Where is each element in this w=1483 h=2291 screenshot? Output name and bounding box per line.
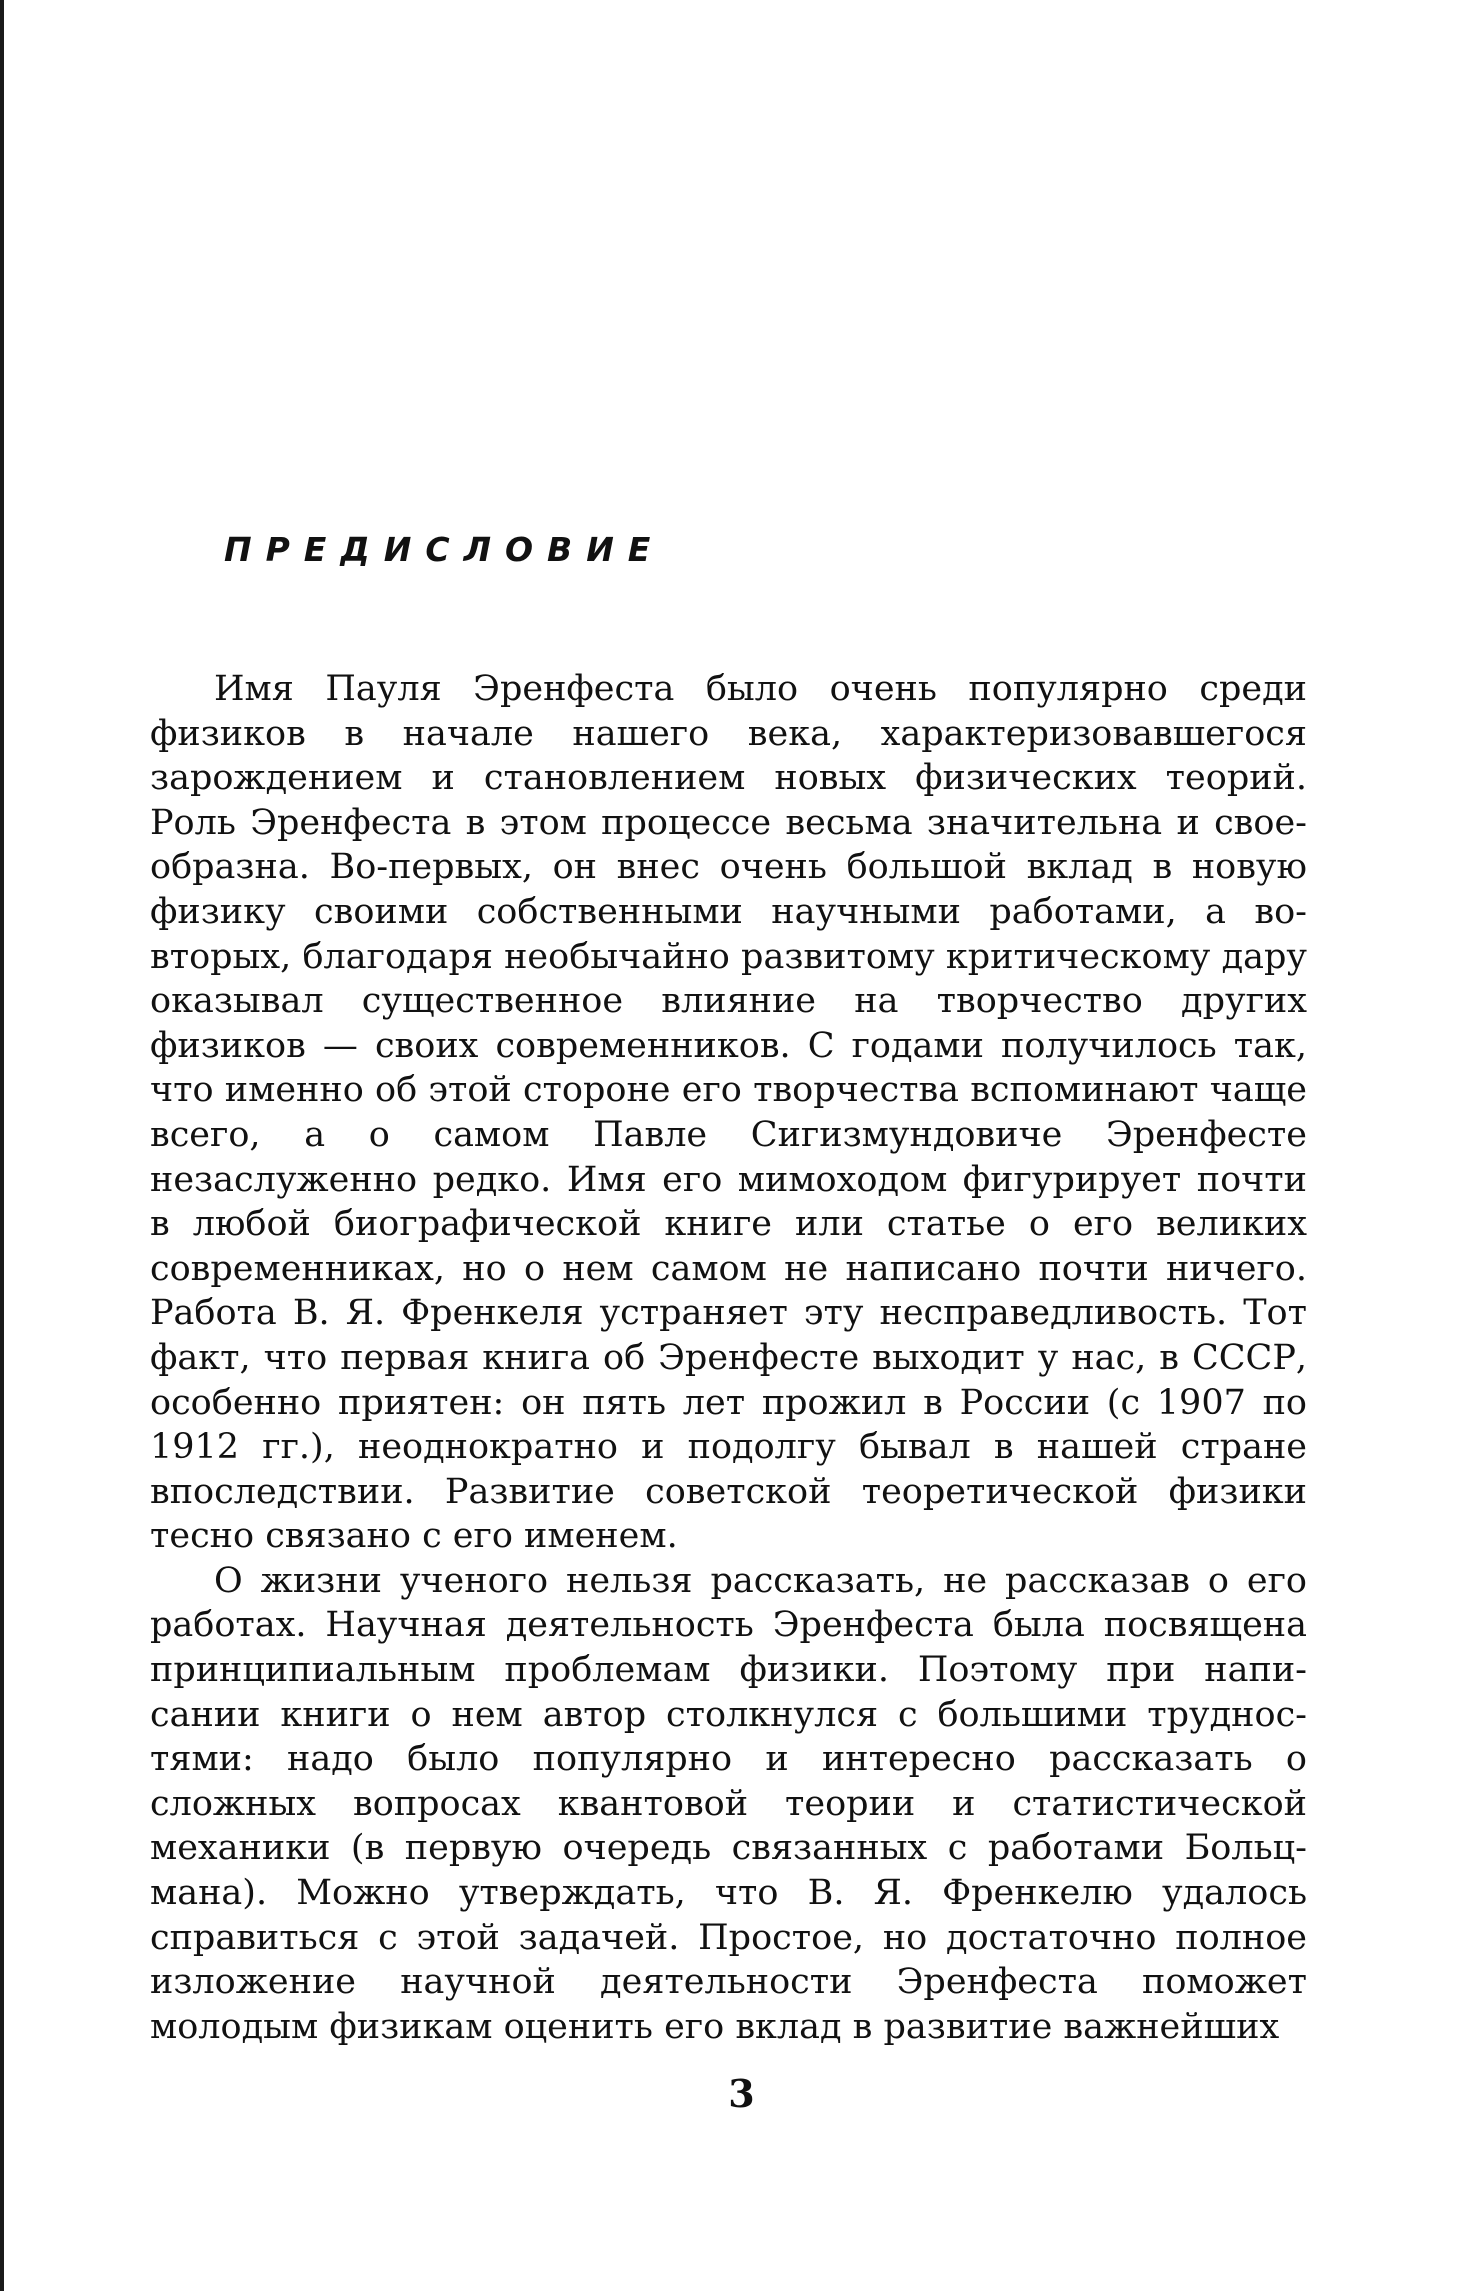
paragraph-2: О жизни ученого нельзя рассказать, не рассказав о его работах. Научная деятельность Эренфеста была посвящена принципиальным проблемам физики. Поэтому при написании книги о нем автор столкнулся с большими трудностями: надо было популярно и интересно рассказать о сложных вопросах квантовой теории и статистической механики (в первую очередь связанных с работами Больцмана). Можно утверждать, что В. Я. Френкелю удалось справиться с этой задачей. Простое, но достаточно полное изложение научной деятельности Эренфеста поможет молодым физикам оценить его вклад в развитие важнейших bbox=[150, 1560, 1307, 2047]
page-binding-edge bbox=[0, 0, 4, 2291]
body-text bbox=[150, 667, 1307, 2049]
paragraph-1: Имя Пауля Эренфеста было очень популярно среди физиков в начале нашего века, характеризовавшегося зарождением и становлением новых физических теорий. Роль Эренфеста в этом процессе весьма значительна и своеобразна. Во-первых, он внес очень большой вклад в новую физику своими собственными научными работами, а во-вторых, благодаря необычайно развитому критическому дару оказывал существенное влияние на творчество других физиков — своих современников. С годами получилось так, что именно об этой стороне его творчества вспоминают чаще всего, а о самом Павле Сигизмундовиче Эренфесте незаслуженно редко. Имя его мимоходом фигурирует почти в любой биографической книге или статье о его великих современниках, но о нем самом не написано почти ничего. Работа В. Я. Френкеля устраняет эту несправедливость. Тот факт, что первая книга об Эренфесте выходит у нас, в СССР, особенно приятен: он пять лет прожил в России (с 1907 по 1912 гг.), неоднократно и подолгу бывал в нашей стране впоследствии. Развитие советской теоретической физики тесно связано с его именем. bbox=[150, 669, 1307, 1557]
page-number: 3 bbox=[728, 2071, 755, 2116]
page-title: ПРЕДИСЛОВИЕ bbox=[224, 530, 665, 569]
